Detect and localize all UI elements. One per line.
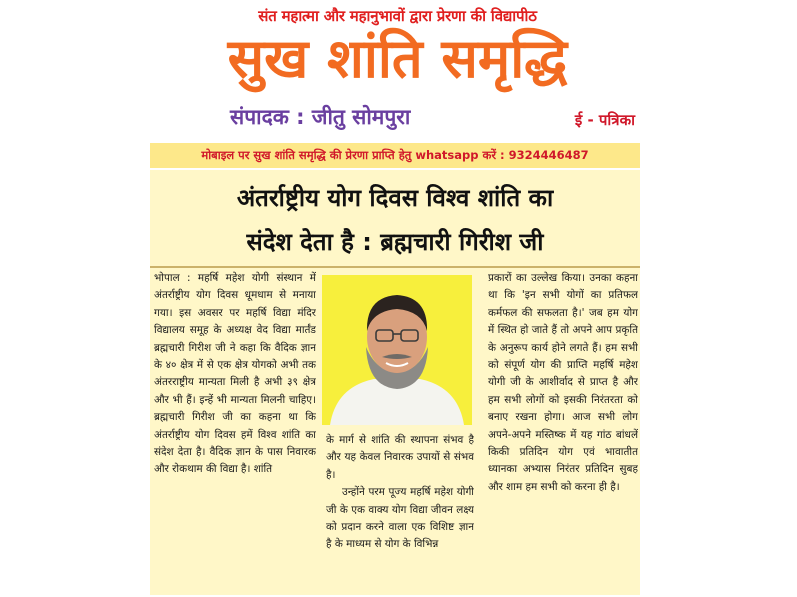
article-column-1 — [154, 270, 316, 592]
column-3-text: प्रकारों का उल्लेख किया। उनका कहना था कि 'इन सभी योगों का प्रतिफल कर्मफल की सफलता है।' जब हम योग में स्थित हो जाते हैं तो अपने आप प्रकृति के अनुरूप कार्य होने लगते हैं। हम सभी को संपूर्ण योग की प्राप्ति महर्षि महेश योगी जी के आशीर्वाद से प्राप्त है और हम सभी लोगों को इसकी निरंतरता को बनाए रखना होगा। आज सभी लोग अपने-अपने मस्तिष्क में यह गांठ बांधलें किकी प्रतिदिन योग एवं भावातीत ध्यानका अभ्यास निरंतर प्रतिदिन सुबह और शाम हम सभी को करना ही है। — [488, 272, 638, 493]
whatsapp-contact-bar: मोबाइल पर सुख शांति समृद्धि की प्रेरणा प्राप्ति हेतु whatsapp करें : 9324446487 — [150, 143, 640, 168]
column-1-text: भोपाल : महर्षि महेश योगी संस्थान में अंतर्राष्ट्रीय योग दिवस धूमधाम से मनाया गया। इस अवसर पर महर्षि विद्या मंदिर विद्यालय समूह के अध्यक्ष वेद विद्या मार्तंड ब्रह्मचारी गिरीश जी ने कहा कि वैदिक ज्ञान के ४० क्षेत्र में से एक क्षेत्र योगको अभी तक अंतरराष्ट्रीय मान्यता मिली है अभी ३९ क्षेत्र और भी हैं। इन्हें भी मान्यता मिलनी चाहिए। ब्रह्मचारी गिरीश जी का कहना था कि अंतर्राष्ट्रीय योग दिवस हमें विश्व शांति का संदेश देता है। वैदिक ज्ञान के पास निवारक और रोकथाम की विद्या है। शांति — [154, 272, 316, 476]
editor-credit: संपादक : जीतु सोमपुरा — [230, 105, 411, 129]
speaker-photo — [322, 275, 472, 425]
article-column-3 — [488, 270, 638, 592]
headline-line-2: संदेश देता है : ब्रह्मचारी गिरीश जी — [246, 228, 544, 256]
article-column-2 — [326, 432, 474, 592]
masthead-tagline: संत महात्मा और महानुभावों द्वारा प्रेरणा की विद्यापीठ — [258, 7, 537, 25]
headline-divider — [150, 266, 640, 268]
article-headline — [150, 176, 640, 264]
column-2-paragraph-2: उन्होंने परम पूज्य महर्षि महेश योगी जी के एक वाक्य योग विद्या जीवन लक्ष्य को प्रदान करने वाला एक विशिष्ट ज्ञान है के माध्यम से योग के विभिन्न — [326, 486, 474, 551]
headline-line-1: अंतर्राष्ट्रीय योग दिवस विश्व शांति का — [236, 184, 554, 212]
masthead — [150, 0, 645, 145]
portrait-illustration — [322, 275, 472, 425]
edition-label: ई - पत्रिका — [574, 111, 635, 129]
column-2-paragraph-1: के मार्ग से शांति की स्थापना संभव है और यह केवल निवारक उपायों से संभव है। — [326, 434, 474, 481]
article — [150, 170, 640, 595]
publication-title: सुख शांति समृद्धि — [227, 27, 568, 90]
